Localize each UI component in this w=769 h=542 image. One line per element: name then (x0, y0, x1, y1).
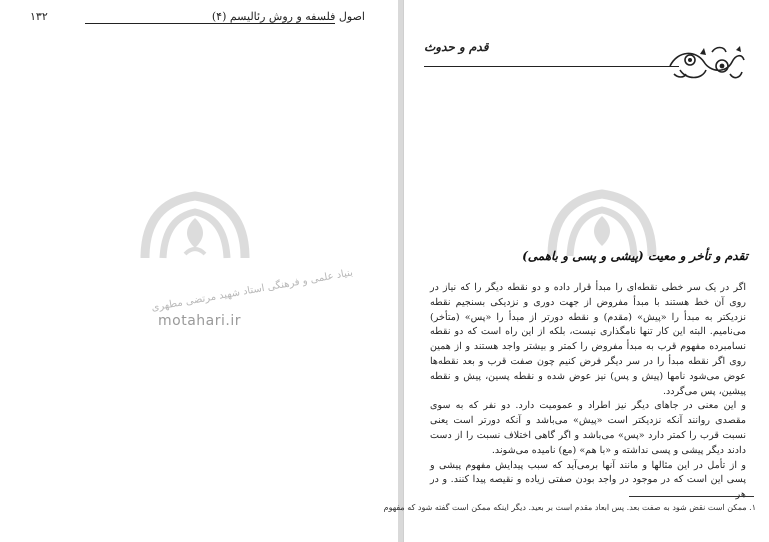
section-title: تقدم و تأخر و معیت (پیشی و پسی و باهمی) (522, 249, 748, 263)
running-title: اصول فلسفه و روش رئالیسم (۴) (211, 10, 365, 23)
watermark-site: motahari.ir (158, 313, 241, 329)
chapter-rule (424, 66, 679, 67)
chapter-title: قدم و حدوث (424, 40, 489, 54)
running-header (30, 10, 365, 26)
page-number: ۱۳۲ (30, 10, 48, 23)
watermark-logo-icon (135, 188, 255, 268)
watermark-text: بنیاد علمی و فرهنگی استاد شهید مرتضی مطهری (150, 267, 354, 314)
footnote: ۱. ممکن است نقض شود به صفت بعد. پس ابعاد مقدم است بر بعید. دیگر اینکه ممکن است گفته شود که مفهوم (383, 503, 756, 512)
paragraph: و این معنی در جاهای دیگر نیز اطراد و عمومیت دارد. دو نفر که به سوی مقصدی روانند آنکه نزدیکتر است «پیش» می‌باشد و آنکه دورتر است یعنی نسبت قرب را کمتر دارد «پس» می‌باشد و اگر گاهی اختلاف نسبت را از دست دادند دیگر پیشی و پسی نداشته و «با هم» (مع) نامیده می‌شوند. (430, 400, 746, 456)
body-text (430, 281, 746, 503)
right-page (383, 0, 769, 542)
paragraph: و از تأمل در این مثالها و مانند آنها برمی‌آید که سبب پیدایش مفهوم پیشی و پسی این است که در موجود در واجد بودن صفتی زیاده و نقیصه پیدا کنند. و در هر (430, 459, 746, 501)
paragraph: اگر در یک سر خطی نقطه‌ای را مبدأ قرار داده و دو نقطه دیگر را که نیاز در روی آن خط هستند با مبدأ مفروض از جهت دوری و نزدیکی بسنجیم نقطه نزدیکتر به مبدأ را «پیش» (مقدم) و نقطه دورتر از مبدأ را «پس» (متأخر) می‌نامیم. البته این کار تنها نامگذاری نیست، بلکه از این راه است که دو نقطه نسامبرده مفهوم قرب به مبدأ مفروض را کمتر و بیشتر واجد هستند و از همین روی اگر نقطه مبدأ را در سر دیگر فرض کنیم چون صفت قرب و بعد نقطه‌ها عوض می‌شود نامها (پیش و پس) نیز عوض شده و نقطه پسین، پیش و نقطه پیشین، پس می‌گردد. (430, 282, 746, 397)
footnote-rule (629, 496, 754, 497)
header-rule (85, 23, 335, 24)
floral-ornament-icon (666, 44, 746, 88)
